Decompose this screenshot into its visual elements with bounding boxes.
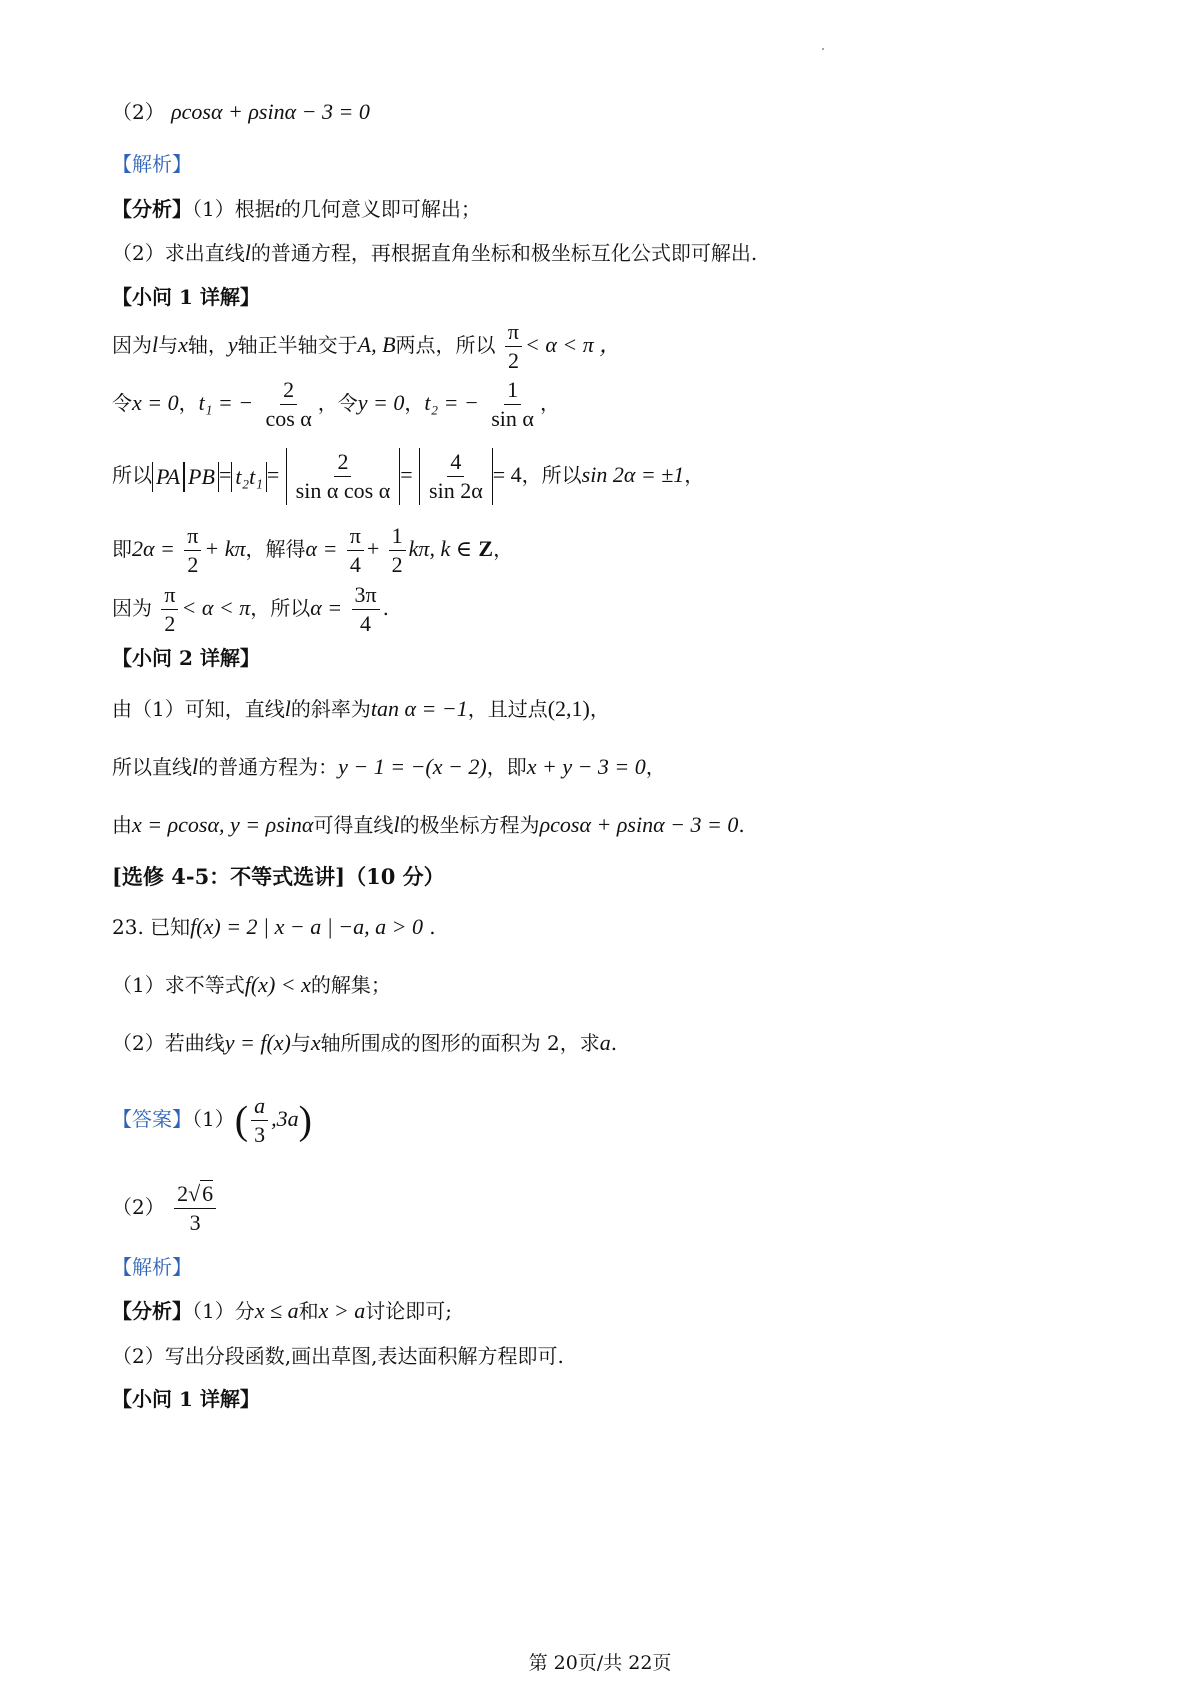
text: 的普通方程，再根据直角坐标和极坐标互化公式即可解出. bbox=[250, 241, 758, 265]
text: ， bbox=[645, 755, 666, 779]
fraction bbox=[505, 318, 522, 375]
condition: x > a bbox=[318, 1298, 366, 1323]
text: 的斜率为 bbox=[290, 697, 371, 721]
xiaowen-2-heading: 【小问 2 详解】 bbox=[112, 646, 260, 670]
solution-line-6 bbox=[112, 694, 610, 724]
page-footer: 第 20页/共 22页 bbox=[528, 1652, 672, 1674]
abs-PA: PA bbox=[152, 462, 184, 492]
text: 讨论即可; bbox=[365, 1299, 452, 1323]
equation: ρcosα + ρsinα − 3 = 0 bbox=[171, 99, 370, 124]
points-AB: A, B bbox=[357, 332, 396, 357]
numerator: 4 bbox=[447, 448, 464, 477]
denominator: 2 bbox=[391, 552, 403, 577]
text: 轴， bbox=[187, 333, 228, 357]
text: . bbox=[422, 915, 436, 939]
numerator: π bbox=[347, 522, 364, 551]
inequality: < α < π bbox=[181, 595, 251, 620]
solution-line-5 bbox=[112, 581, 389, 638]
text: 的极坐标方程为 bbox=[399, 813, 540, 837]
text: . bbox=[610, 1031, 618, 1055]
text: 由（1）可知，直线 bbox=[112, 697, 285, 721]
solution-line-8 bbox=[112, 810, 745, 840]
var-a: a bbox=[599, 1030, 611, 1055]
var-l: l bbox=[284, 696, 291, 721]
solution-line-4 bbox=[112, 522, 513, 579]
text: 的几何意义即可解出； bbox=[280, 197, 481, 221]
text: ， bbox=[178, 391, 199, 415]
plus: + bbox=[366, 536, 380, 561]
text: 和 bbox=[298, 1299, 319, 1323]
var-l: l bbox=[192, 754, 199, 779]
fraction bbox=[488, 376, 537, 433]
function-def: f(x) = 2 | x − a | −a, a > 0 bbox=[190, 914, 423, 939]
equation: + kπ bbox=[204, 536, 246, 561]
text: 轴正半轴交于 bbox=[237, 333, 358, 357]
text: （1）分 bbox=[192, 1299, 255, 1323]
fraction bbox=[389, 522, 406, 579]
fenxi-tag: 【分析】 bbox=[112, 197, 192, 221]
fraction bbox=[293, 448, 394, 505]
text: ，令 bbox=[317, 391, 358, 415]
text: 因为 bbox=[112, 596, 152, 620]
text: ，且过点 bbox=[467, 697, 548, 721]
fenxi-line-2 bbox=[112, 238, 757, 268]
q23-xiaowen-1-heading: 【小问 1 详解】 bbox=[112, 1387, 260, 1411]
xiaowen-1-heading: 【小问 1 详解】 bbox=[112, 285, 260, 309]
numerator: 2 bbox=[280, 376, 297, 405]
numerator: 1 bbox=[389, 522, 406, 551]
inequality: f(x) < x bbox=[244, 972, 311, 997]
text: 由 bbox=[112, 813, 132, 837]
equals: = bbox=[218, 462, 232, 487]
fraction bbox=[161, 581, 178, 638]
text: . bbox=[382, 596, 389, 620]
fenxi-line-1 bbox=[112, 194, 481, 224]
var-l: l bbox=[244, 240, 251, 265]
text: 可得直线 bbox=[313, 813, 394, 837]
denominator: 3 bbox=[254, 1122, 266, 1147]
label: （2） bbox=[112, 100, 165, 124]
label: （1） bbox=[192, 1107, 235, 1131]
denominator: 2 bbox=[164, 611, 176, 636]
var-l: l bbox=[393, 812, 400, 837]
equation: ρcosα + ρsinα − 3 = 0 bbox=[539, 812, 739, 837]
equation: x = 0 bbox=[132, 390, 179, 415]
denominator: sin 2α bbox=[429, 478, 483, 503]
text: ，即 bbox=[486, 755, 527, 779]
abs-PB: PB bbox=[184, 462, 219, 492]
numerator: π bbox=[184, 522, 201, 551]
text: 所以 bbox=[112, 463, 152, 487]
scan-speck bbox=[822, 48, 824, 50]
fraction bbox=[347, 522, 364, 579]
numerator: a bbox=[251, 1092, 268, 1121]
solution-line-2 bbox=[112, 376, 560, 433]
text: 所以直线 bbox=[112, 755, 192, 779]
fraction bbox=[262, 376, 314, 433]
q23-fenxi-2: （2）写出分段函数,画出草图,表达面积解方程即可. bbox=[112, 1344, 564, 1368]
fraction bbox=[251, 1092, 268, 1149]
fraction bbox=[352, 581, 380, 638]
integer-set: Z bbox=[478, 536, 494, 561]
text: ，解得 bbox=[245, 537, 306, 561]
equation: y = f(x) bbox=[224, 1030, 291, 1055]
abs-fraction bbox=[286, 448, 401, 505]
inequality: < α < π ， bbox=[525, 332, 622, 357]
text: ，所以 bbox=[250, 596, 311, 620]
text: 即 bbox=[112, 537, 132, 561]
text: ， bbox=[493, 537, 514, 561]
text: ，所以 bbox=[521, 463, 582, 487]
abs-fraction bbox=[419, 448, 493, 505]
denominator: sin α bbox=[491, 406, 534, 431]
text: （1）求不等式 bbox=[112, 973, 245, 997]
fraction bbox=[184, 522, 201, 579]
q23-fenxi-1 bbox=[112, 1296, 452, 1326]
radicand: 6 bbox=[202, 1181, 214, 1206]
text: ， bbox=[404, 391, 425, 415]
equation: α = bbox=[305, 536, 338, 561]
jiexi-heading: 【解析】 bbox=[112, 152, 192, 176]
numerator: 3π bbox=[352, 581, 380, 610]
point: (2,1) bbox=[547, 696, 590, 721]
equation: kπ, k ∈ bbox=[408, 536, 473, 561]
denominator: 4 bbox=[349, 552, 361, 577]
text: ， bbox=[684, 463, 705, 487]
var-l: l bbox=[152, 332, 159, 357]
equation: α = bbox=[310, 595, 343, 620]
text: （2）若曲线 bbox=[112, 1031, 225, 1055]
numerator: 2√6 bbox=[174, 1180, 216, 1209]
equation: t₂ = − bbox=[424, 390, 479, 415]
text: 因为 bbox=[112, 333, 152, 357]
equation: t₁ = − bbox=[198, 390, 254, 415]
text: 与 bbox=[290, 1031, 311, 1055]
text: 轴所围成的图形的面积为 2，求 bbox=[320, 1031, 600, 1055]
left-paren: ( bbox=[234, 1097, 249, 1143]
equation: sin 2α = ±1 bbox=[581, 462, 685, 487]
numerator: 2 bbox=[334, 448, 351, 477]
interval-end: ,3a bbox=[271, 1106, 299, 1131]
q23-jiexi-heading: 【解析】 bbox=[112, 1255, 192, 1279]
q23-part-2 bbox=[112, 1028, 617, 1058]
prev-answer-2 bbox=[112, 97, 370, 127]
denominator: 2 bbox=[507, 348, 519, 373]
solution-line-1 bbox=[112, 318, 621, 375]
condition: x ≤ a bbox=[254, 1298, 299, 1323]
text: 23. 已知 bbox=[112, 915, 191, 939]
denominator: 4 bbox=[360, 611, 372, 636]
equation: y = 0 bbox=[357, 390, 405, 415]
text: （2）求出直线 bbox=[112, 241, 245, 265]
label: （2） bbox=[112, 1195, 165, 1219]
var-x: x bbox=[178, 332, 188, 357]
equation: y − 1 = −(x − 2) bbox=[338, 754, 487, 779]
solution-line-7 bbox=[112, 752, 666, 782]
denominator: cos α bbox=[265, 406, 312, 431]
equation: 2α = bbox=[132, 536, 175, 561]
right-paren: ) bbox=[298, 1097, 312, 1143]
denominator: 2 bbox=[187, 552, 199, 577]
text: 两点，所以 bbox=[395, 333, 496, 357]
fenxi-tag: 【分析】 bbox=[112, 1299, 192, 1323]
var-y: y bbox=[227, 332, 238, 357]
text: 的解集； bbox=[310, 973, 391, 997]
fraction bbox=[174, 1180, 216, 1237]
fraction bbox=[426, 448, 486, 505]
denominator: sin α cos α bbox=[295, 478, 391, 503]
q23-stem bbox=[112, 912, 436, 942]
numerator: π bbox=[161, 581, 178, 610]
denominator: 3 bbox=[189, 1210, 201, 1235]
text: （1）根据 bbox=[192, 197, 275, 221]
equation: x + y − 3 = 0 bbox=[526, 754, 646, 779]
numerator: π bbox=[505, 318, 522, 347]
q23-answer-1 bbox=[112, 1092, 312, 1149]
solution-line-3 bbox=[112, 448, 704, 505]
text: 令 bbox=[112, 391, 132, 415]
text: 的普通方程为： bbox=[198, 755, 339, 779]
text: ， bbox=[589, 697, 610, 721]
equation: tan α = −1 bbox=[370, 696, 468, 721]
coefficient: 2 bbox=[177, 1181, 189, 1206]
equals: = bbox=[266, 462, 280, 487]
text: . bbox=[738, 813, 745, 837]
q23-answer-2 bbox=[112, 1180, 219, 1237]
var-x: x bbox=[310, 1030, 321, 1055]
var-t: t bbox=[274, 196, 281, 221]
text: 与 bbox=[158, 333, 179, 357]
text: ， bbox=[539, 391, 560, 415]
equals-4: = 4 bbox=[492, 462, 522, 487]
answer-tag: 【答案】 bbox=[112, 1107, 192, 1131]
numerator: 1 bbox=[504, 376, 521, 405]
abs-t2t1: t₂t₁ bbox=[231, 462, 267, 492]
equals: = bbox=[400, 462, 413, 487]
section-heading: [选修 4-5：不等式选讲]（10 分） bbox=[112, 864, 445, 889]
q23-part-1 bbox=[112, 970, 391, 1000]
equation: x = ρcosα, y = ρsinα bbox=[132, 812, 314, 837]
